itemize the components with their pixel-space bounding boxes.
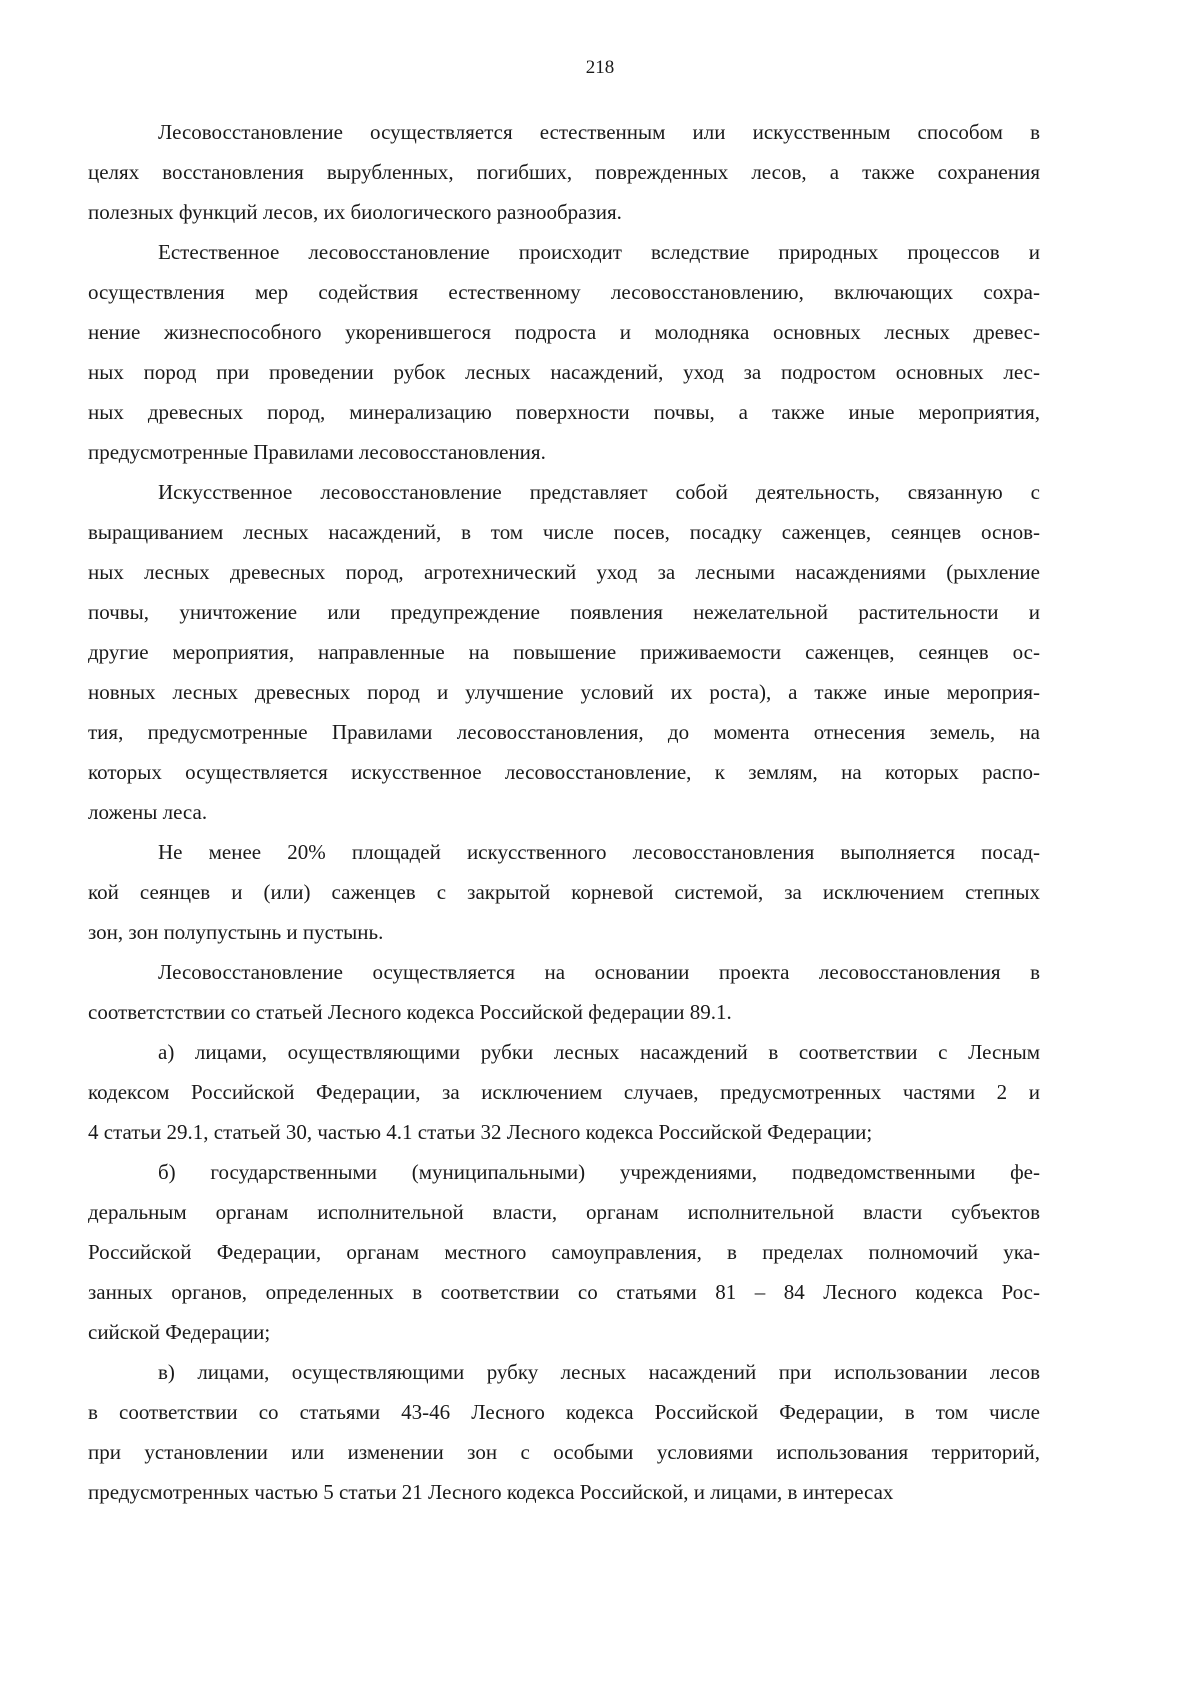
paragraph-line: б) государственными (муниципальными) учреждениями, подведомственными фе- [158, 1160, 1040, 1184]
paragraph-line: Не менее 20% площадей искусственного лесовосстановления выполняется посад- [158, 840, 1040, 864]
paragraph-line: при установлении или изменении зон с особыми условиями использования территорий, [88, 1440, 1040, 1464]
paragraph [88, 952, 1040, 1032]
paragraph [88, 1032, 1040, 1152]
paragraph-line: выращиванием лесных насаждений, в том числе посев, посадку саженцев, сеянцев основ- [88, 520, 1040, 544]
paragraph-line: в) лицами, осуществляющими рубку лесных насаждений при использовании лесов [158, 1360, 1040, 1384]
paragraph-line: Естественное лесовосстановление происходит вследствие природных процессов и [158, 240, 1040, 264]
paragraph-line: которых осуществляется искусственное лесовосстановление, к землям, на которых распо- [88, 760, 1040, 784]
paragraph-line: Российской Федерации, органам местного самоуправления, в пределах полномочий ука- [88, 1240, 1040, 1264]
paragraph-line: тия, предусмотренные Правилами лесовосстановления, до момента отнесения земель, на [88, 720, 1040, 744]
paragraph-line: другие мероприятия, направленные на повышение приживаемости саженцев, сеянцев ос- [88, 640, 1040, 664]
paragraph-line: сийской Федерации; [88, 1320, 271, 1344]
paragraph-line: соответстствии со статьей Лесного кодекса Российской федерации 89.1. [88, 1000, 732, 1024]
paragraph-line: 4 статьи 29.1, статьей 30, частью 4.1 статьи 32 Лесного кодекса Российской Федерации; [88, 1120, 873, 1144]
paragraph-line: новных лесных древесных пород и улучшение условий их роста), а также иные мероприя- [88, 680, 1040, 704]
paragraph-line: предусмотренных частью 5 статьи 21 Лесного кодекса Российской, и лицами, в интересах [88, 1480, 894, 1504]
paragraph [88, 112, 1040, 232]
paragraph-line: кодексом Российской Федерации, за исключением случаев, предусмотренных частями 2 и [88, 1080, 1040, 1104]
paragraph-line: ложены леса. [88, 800, 208, 824]
paragraph-line: ных лесных древесных пород, агротехнический уход за лесными насаждениями (рыхление [88, 560, 1040, 584]
paragraph-line: полезных функций лесов, их биологического разнообразия. [88, 200, 622, 224]
document-body [88, 112, 1040, 1512]
paragraph [88, 1152, 1040, 1352]
paragraph-line: занных органов, определенных в соответствии со статьями 81 – 84 Лесного кодекса Рос- [88, 1280, 1040, 1304]
paragraph-line: целях восстановления вырубленных, погибших, поврежденных лесов, а также сохранения [88, 160, 1040, 184]
paragraph-line: нение жизнеспособного укоренившегося подроста и молодняка основных лесных древес- [88, 320, 1040, 344]
paragraph [88, 232, 1040, 472]
paragraph [88, 1352, 1040, 1512]
paragraph [88, 472, 1040, 832]
paragraph-line: Лесовосстановление осуществляется естественным или искусственным способом в [158, 120, 1040, 144]
paragraph-line: кой сеянцев и (или) саженцев с закрытой корневой системой, за исключением степных [88, 880, 1040, 904]
paragraph-line: в соответствии со статьями 43-46 Лесного кодекса Российской Федерации, в том числе [88, 1400, 1040, 1424]
page-number: 218 [585, 57, 615, 78]
paragraph [88, 832, 1040, 952]
paragraph-line: Лесовосстановление осуществляется на основании проекта лесовосстановления в [158, 960, 1040, 984]
paragraph-line: Искусственное лесовосстановление представляет собой деятельность, связанную с [158, 480, 1040, 504]
paragraph-line: предусмотренные Правилами лесовосстановления. [88, 440, 546, 464]
paragraph-line: осуществления мер содействия естественному лесовосстановлению, включающих сохра- [88, 280, 1040, 304]
paragraph-line: деральным органам исполнительной власти, органам исполнительной власти субъектов [88, 1200, 1040, 1224]
paragraph-line: ных пород при проведении рубок лесных насаждений, уход за подростом основных лес- [88, 360, 1040, 384]
paragraph-line: а) лицами, осуществляющими рубки лесных насаждений в соответствии с Лесным [158, 1040, 1040, 1064]
paragraph-line: зон, зон полупустынь и пустынь. [88, 920, 384, 944]
paragraph-line: почвы, уничтожение или предупреждение появления нежелательной растительности и [88, 600, 1040, 624]
paragraph-line: ных древесных пород, минерализацию поверхности почвы, а также иные мероприятия, [88, 400, 1040, 424]
